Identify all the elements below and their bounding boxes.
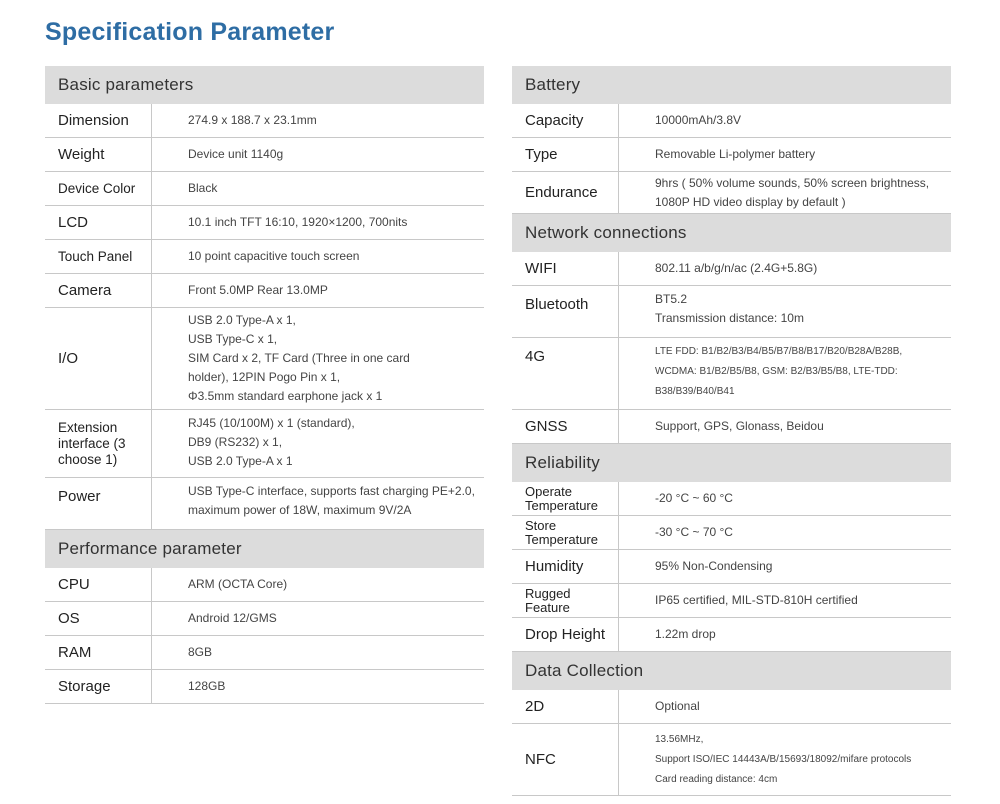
spec-row-camera	[45, 274, 484, 308]
spec-row-extension-interface-3-choose-1	[45, 410, 484, 478]
spec-value-line: Black	[188, 181, 218, 195]
spec-value-line: Android 12/GMS	[188, 611, 277, 625]
spec-value	[152, 478, 484, 529]
spec-value-line: 13.56MHz,	[655, 733, 704, 745]
spec-value-line: Optional	[655, 699, 700, 713]
spec-row-gnss	[512, 410, 951, 444]
spec-row-drop-height	[512, 618, 951, 652]
spec-label: CPU	[45, 568, 152, 601]
spec-value-line: Support ISO/IEC 14443A/B/15693/18092/mifare protocols	[655, 753, 912, 765]
spec-value-line: maximum power of 18W, maximum 9V/2A	[188, 503, 412, 517]
spec-value-line: BT5.2	[655, 292, 688, 306]
section-heading: Reliability	[512, 444, 951, 482]
spec-label: 4G	[512, 338, 619, 409]
spec-value-line: USB Type-C x 1,	[188, 332, 278, 346]
spec-value-line: LTE FDD: B1/B2/B3/B4/B5/B7/B8/B17/B20/B28A/B28B,	[655, 346, 903, 357]
spec-row-ram	[45, 636, 484, 670]
spec-label: I/O	[45, 308, 152, 409]
spec-row-i-o	[45, 308, 484, 410]
section-basic-parameters	[45, 66, 484, 530]
spec-label: Weight	[45, 138, 152, 171]
spec-value-line: DB9 (RS232) x 1,	[188, 435, 283, 449]
spec-row-bluetooth	[512, 286, 951, 338]
spec-row-capacity	[512, 104, 951, 138]
spec-row-2d	[512, 690, 951, 724]
spec-value-line: Φ3.5mm standard earphone jack x 1	[188, 389, 383, 403]
spec-row-rugged-feature	[512, 584, 951, 618]
spec-value	[619, 584, 951, 617]
spec-value	[152, 274, 484, 307]
spec-row-cpu	[45, 568, 484, 602]
section-battery	[512, 66, 951, 214]
spec-label: Rugged Feature	[512, 584, 619, 617]
spec-value-line: Support, GPS, Glonass, Beidou	[655, 419, 824, 433]
spec-label: 2D	[512, 690, 619, 723]
spec-row-type	[512, 138, 951, 172]
spec-value-line: IP65 certified, MIL-STD-810H certified	[655, 593, 858, 607]
section-heading: Battery	[512, 66, 951, 104]
spec-row-lcd	[45, 206, 484, 240]
spec-value-line: Transmission distance: 10m	[655, 311, 804, 325]
spec-value	[152, 308, 484, 409]
spec-value-line: 1.22m drop	[655, 627, 716, 641]
spec-value-line: 1080P HD video display by default )	[655, 194, 846, 209]
spec-value-line: WCDMA: B1/B2/B5/B8, GSM: B2/B3/B5/B8, LTE-TDD:	[655, 366, 898, 377]
spec-label: Humidity	[512, 550, 619, 583]
section-performance-parameter	[45, 530, 484, 704]
spec-value	[619, 104, 951, 137]
spec-value	[152, 172, 484, 205]
section-heading: Performance parameter	[45, 530, 484, 568]
spec-value	[619, 482, 951, 515]
spec-value-line: 10.1 inch TFT 16:10, 1920×1200, 700nits	[188, 215, 408, 229]
spec-value-line: B38/B39/B40/B41	[655, 386, 735, 397]
left-spec-column	[45, 66, 484, 704]
spec-label: Store Temperature	[512, 516, 619, 549]
spec-row-endurance	[512, 172, 951, 214]
spec-value-line: 128GB	[188, 679, 226, 693]
spec-value	[152, 602, 484, 635]
section-reliability	[512, 444, 951, 652]
spec-row-nfc	[512, 724, 951, 796]
spec-value-line: Removable Li-polymer battery	[655, 147, 816, 161]
section-heading: Network connections	[512, 214, 951, 252]
spec-value	[619, 338, 951, 409]
section-heading: Data Collection	[512, 652, 951, 690]
spec-value-line: USB Type-C interface, supports fast charging PE+2.0,	[188, 484, 475, 498]
spec-row-wifi	[512, 252, 951, 286]
spec-value-line: 10 point capacitive touch screen	[188, 249, 360, 263]
spec-value-line: 802.11 a/b/g/n/ac (2.4G+5.8G)	[655, 261, 818, 275]
spec-row-storage	[45, 670, 484, 704]
spec-label: LCD	[45, 206, 152, 239]
spec-value-line: Device unit 1140g	[188, 147, 284, 161]
spec-value	[152, 138, 484, 171]
spec-value	[619, 618, 951, 651]
spec-label: Capacity	[512, 104, 619, 137]
spec-row-store-temperature	[512, 516, 951, 550]
spec-row-dimension	[45, 104, 484, 138]
spec-value	[619, 550, 951, 583]
spec-label: Type	[512, 138, 619, 171]
spec-row-weight	[45, 138, 484, 172]
spec-value	[152, 410, 484, 477]
spec-value-line: Card reading distance: 4cm	[655, 773, 778, 785]
section-data-collection	[512, 652, 951, 796]
spec-row-power	[45, 478, 484, 530]
spec-value	[152, 104, 484, 137]
spec-label: OS	[45, 602, 152, 635]
right-spec-column	[512, 66, 951, 796]
spec-value	[619, 516, 951, 549]
spec-value-line: SIM Card x 2, TF Card (Three in one card	[188, 351, 410, 365]
spec-row-operate-temperature	[512, 482, 951, 516]
spec-value-line: ARM (OCTA Core)	[188, 577, 288, 591]
spec-value	[152, 206, 484, 239]
spec-value-line: USB 2.0 Type-A x 1	[188, 454, 293, 468]
spec-label: Device Color	[45, 172, 152, 205]
spec-value	[619, 172, 951, 213]
spec-value	[619, 724, 951, 795]
spec-value-line: RJ45 (10/100M) x 1 (standard),	[188, 416, 355, 430]
spec-value-line: 9hrs ( 50% volume sounds, 50% screen brightness,	[655, 175, 930, 190]
spec-value	[152, 636, 484, 669]
spec-label: Touch Panel	[45, 240, 152, 273]
spec-label: NFC	[512, 724, 619, 795]
spec-value-line: USB 2.0 Type-A x 1,	[188, 313, 296, 327]
spec-row-humidity	[512, 550, 951, 584]
spec-value	[619, 410, 951, 443]
spec-label: WIFI	[512, 252, 619, 285]
spec-label: Operate Temperature	[512, 482, 619, 515]
spec-value-line: 10000mAh/3.8V	[655, 113, 742, 127]
spec-row-device-color	[45, 172, 484, 206]
spec-value-line: -20 °C ~ 60 °C	[655, 491, 733, 505]
spec-label: Dimension	[45, 104, 152, 137]
spec-value	[152, 670, 484, 703]
page-title: Specification Parameter	[45, 18, 335, 46]
spec-value	[619, 690, 951, 723]
spec-row-touch-panel	[45, 240, 484, 274]
spec-value-line: holder), 12PIN Pogo Pin x 1,	[188, 370, 341, 384]
spec-label: GNSS	[512, 410, 619, 443]
spec-value-line: -30 °C ~ 70 °C	[655, 525, 733, 539]
spec-value	[619, 286, 951, 337]
spec-row-os	[45, 602, 484, 636]
spec-label: Bluetooth	[512, 286, 619, 337]
section-network-connections	[512, 214, 951, 444]
spec-value	[619, 252, 951, 285]
spec-value-line: 95% Non-Condensing	[655, 559, 773, 573]
spec-label: Drop Height	[512, 618, 619, 651]
spec-value	[152, 240, 484, 273]
spec-value-line: 274.9 x 188.7 x 23.1mm	[188, 113, 317, 127]
spec-label: RAM	[45, 636, 152, 669]
spec-value-line: Front 5.0MP Rear 13.0MP	[188, 283, 328, 297]
spec-label: Storage	[45, 670, 152, 703]
spec-label: Camera	[45, 274, 152, 307]
spec-row-4g	[512, 338, 951, 410]
spec-label: Power	[45, 478, 152, 529]
spec-label: Endurance	[512, 172, 619, 213]
spec-value-line: 8GB	[188, 645, 213, 659]
spec-value	[152, 568, 484, 601]
spec-value	[619, 138, 951, 171]
section-heading: Basic parameters	[45, 66, 484, 104]
spec-label: Extension interface (3 choose 1)	[45, 410, 152, 477]
